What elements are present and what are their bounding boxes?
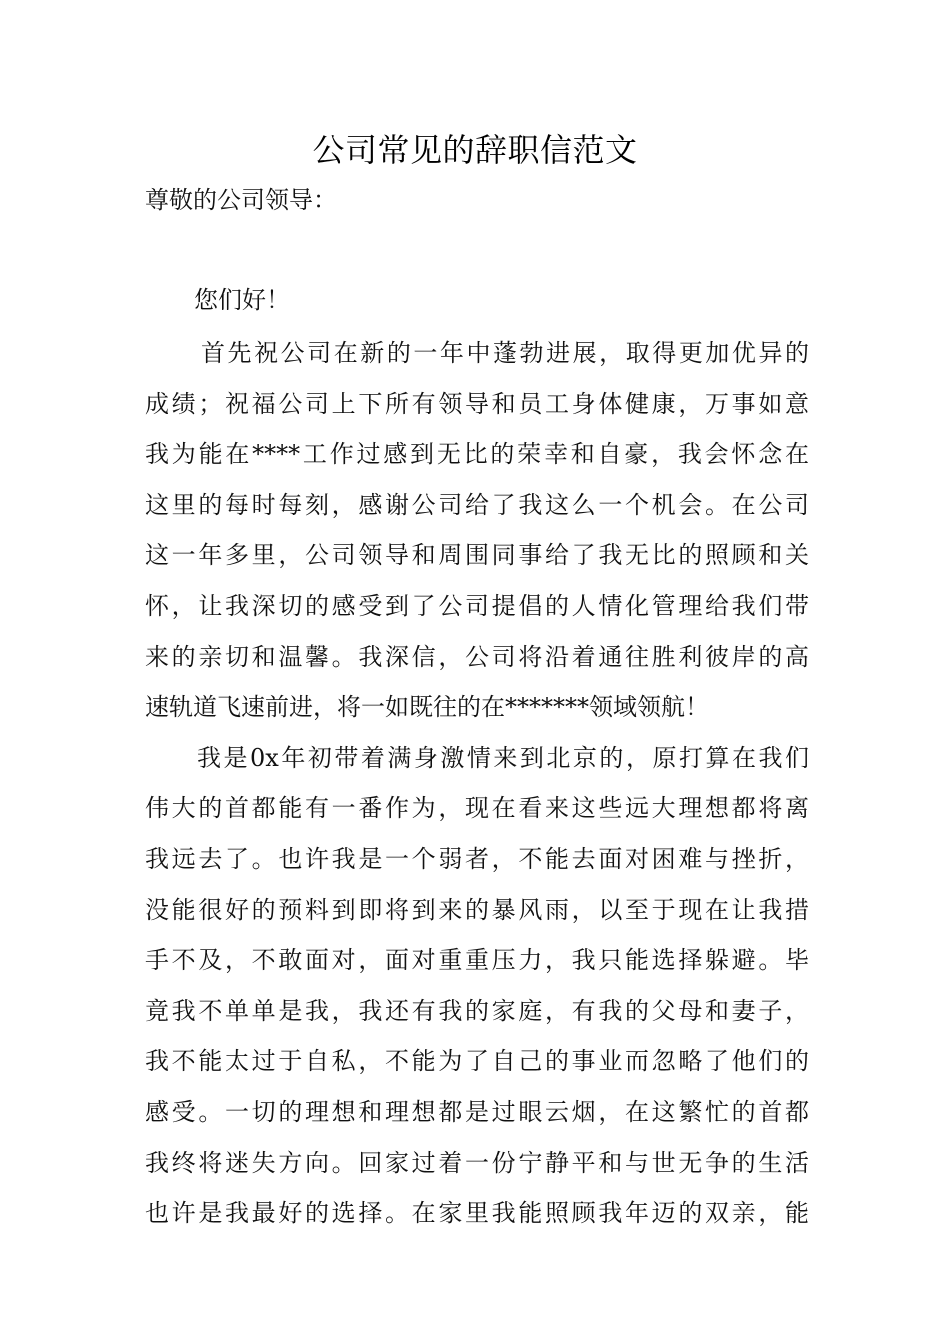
body-line: 伟大的首都能有一番作为，现在看来这些远大理想都将离	[145, 794, 809, 823]
salutation: 尊敬的公司领导：	[145, 186, 337, 214]
page-title: 公司常见的辞职信范文	[312, 131, 638, 169]
greeting: 您们好！	[194, 286, 290, 314]
body-line: 我终将迷失方向。回家过着一份宁静平和与世无争的生活	[145, 1148, 809, 1177]
body-line: 感受。一切的理想和理想都是过眼云烟，在这繁忙的首都	[145, 1097, 809, 1126]
body-line: 我不能太过于自私，不能为了自己的事业而忽略了他们的	[145, 1047, 809, 1076]
body-line: 我远去了。也许我是一个弱者，不能去面对困难与挫折，	[145, 844, 809, 873]
body-line: 这里的每时每刻，感谢公司给了我这么一个机会。在公司	[145, 490, 809, 519]
body-line: 首先祝公司在新的一年中蓬勃进展，取得更加优异的	[201, 339, 809, 367]
body-line: 成绩；祝福公司上下所有领导和员工身体健康，万事如意	[145, 389, 809, 418]
body-line: 也许是我最好的选择。在家里我能照顾我年迈的双亲，能	[145, 1199, 809, 1228]
letter-body	[145, 328, 809, 1239]
body-line: 速轨道飞速前进，将一如既往的在*******领域领航！	[145, 693, 709, 722]
body-line: 我是0x年初带着满身激情来到北京的，原打算在我们	[197, 743, 809, 772]
body-line: 怀，让我深切的感受到了公司提倡的人情化管理给我们带	[145, 591, 809, 620]
body-line: 我为能在****工作过感到无比的荣幸和自豪，我会怀念在	[145, 440, 809, 469]
body-line: 没能很好的预料到即将到来的暴风雨，以至于现在让我措	[145, 895, 809, 924]
body-line: 来的亲切和温馨。我深信，公司将沿着通往胜利彼岸的高	[145, 642, 809, 671]
body-line: 竟我不单单是我，我还有我的家庭，有我的父母和妻子，	[145, 996, 809, 1025]
body-line: 手不及，不敢面对，面对重重压力，我只能选择躲避。毕	[145, 946, 809, 975]
body-line: 这一年多里，公司领导和周围同事给了我无比的照顾和关	[145, 541, 809, 570]
